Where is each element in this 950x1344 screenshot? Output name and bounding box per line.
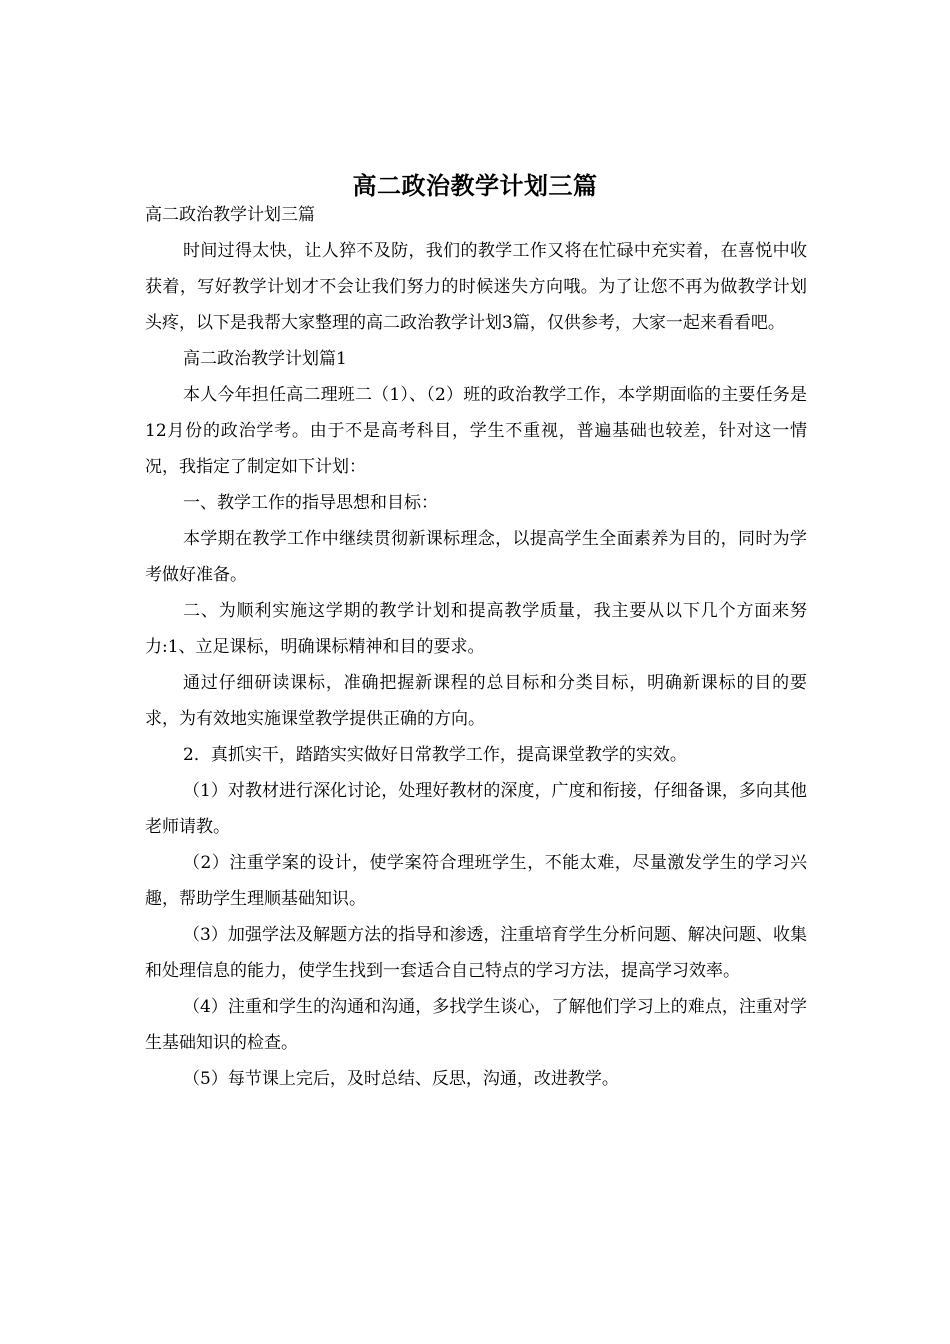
heading-efforts: 二、为顺利实施这学期的教学计划和提高教学质量，我主要从以下几个方面来努力:1、立足课标，明确课标精神和目的要求。: [145, 601, 807, 657]
list-item-1: （1）对教材进行深化讨论，处理好教材的深度，广度和衔接，仔细备课，多向其他老师请教。: [145, 781, 807, 837]
paragraph-ideology: 本学期在教学工作中继续贯彻新课标理念，以提高学生全面素养为目的，同时为学考做好准备。: [145, 529, 807, 585]
list-item-4: （4）注重和学生的沟通和沟通，多找学生谈心，了解他们学习上的难点，注重对学生基础知识的检查。: [145, 997, 807, 1053]
item-2-daily-work: 2．真抓实干，踏踏实实做好日常教学工作，提高课堂教学的实效。: [183, 745, 687, 765]
list-item-5: （5）每节课上完后，及时总结、反思，沟通，改进教学。: [183, 1069, 619, 1089]
intro-paragraph: 时间过得太快，让人猝不及防，我们的教学工作又将在忙碌中充实着，在喜悦中收获着，写好教学计划才不会让我们努力的时候迷失方向哦。为了让您不再为做教学计划头疼，以下是我帮大家整理的高二政治教学计划3篇，仅供参考，大家一起来看看吧。: [145, 241, 807, 333]
list-item-2: （2）注重学案的设计，使学案符合理班学生，不能太难，尽量激发学生的学习兴趣，帮助学生理顺基础知识。: [145, 853, 807, 909]
document-title: 高二政治教学计划三篇: [352, 171, 598, 201]
paragraph-responsibility: 本人今年担任高二理班二（1）、（2）班的政治教学工作，本学期面临的主要任务是12月份的政治学考。由于不是高考科目，学生不重视，普遍基础也较差，针对这一情况，我指定了制定如下计划：: [145, 385, 807, 477]
section-heading-plan-1: 高二政治教学计划篇1: [183, 349, 347, 369]
subtitle-paragraph: 高二政治教学计划三篇: [145, 205, 315, 225]
document-body: [145, 197, 807, 1097]
list-item-3: （3）加强学法及解题方法的指导和渗透，注重培育学生分析问题、解决问题、收集和处理信息的能力，使学生找到一套适合自己特点的学习方法，提高学习效率。: [145, 925, 807, 981]
paragraph-curriculum: 通过仔细研读课标，准确把握新课程的总目标和分类目标，明确新课标的目的要求，为有效地实施课堂教学提供正确的方向。: [145, 673, 807, 729]
heading-guiding-ideology: 一、教学工作的指导思想和目标：: [183, 493, 438, 513]
